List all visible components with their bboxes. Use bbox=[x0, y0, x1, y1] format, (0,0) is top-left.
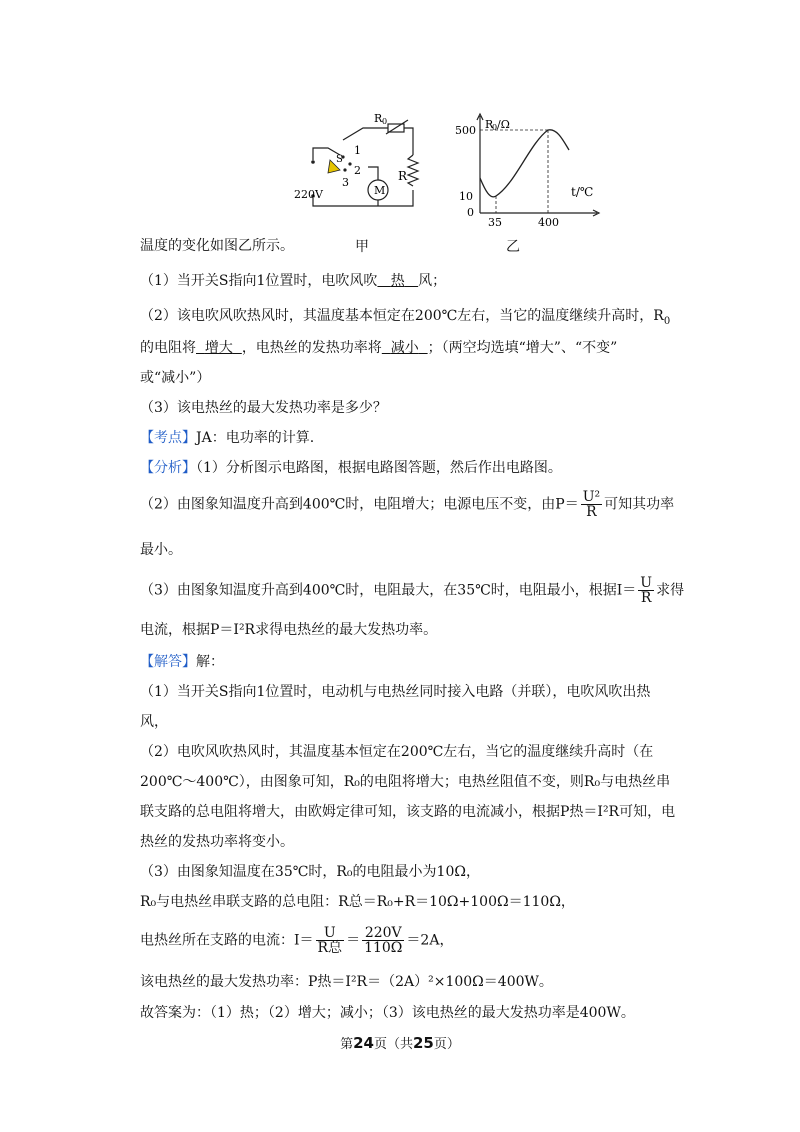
x-tick-400: 400 bbox=[538, 216, 559, 228]
answer-3d: 该电热丝的最大发热功率：P热＝I²R＝（2A）²×100Ω＝400W。 bbox=[140, 974, 553, 990]
circuit-diagram bbox=[288, 110, 428, 220]
switch-label: S bbox=[336, 154, 343, 165]
y-axis-label: R bbox=[485, 118, 494, 131]
fenxi-3b: 电流，根据P＝I²R求得电热丝的最大发热功率。 bbox=[140, 622, 438, 638]
question-3: （3）该电热丝的最大发热功率是多少？ bbox=[140, 400, 387, 416]
resistor-r0-sub: 0 bbox=[382, 117, 388, 126]
final-answer: 故答案为：（1）热；（2）增大；减小；（3）该电热丝的最大发热功率是400W。 bbox=[140, 1005, 635, 1021]
x-tick-35: 35 bbox=[488, 216, 502, 228]
answer-2: （2）电吹风吹热风时，其温度基本恒定在200℃左右，当它的温度继续升高时（在 bbox=[140, 744, 654, 760]
jieda-header: 【解答】解： bbox=[140, 654, 224, 670]
y-axis-label-sub: 0 bbox=[492, 123, 498, 132]
y-axis-unit: /Ω bbox=[497, 118, 510, 131]
answer-1b: 风， bbox=[140, 714, 168, 730]
resistor-r0-label: R bbox=[374, 112, 383, 125]
question-1: （1）当开关S指向1位置时，电吹风吹 热 风； bbox=[140, 273, 447, 289]
intro-tail: 温度的变化如图乙所示。 bbox=[140, 238, 294, 254]
resistance-curve bbox=[480, 130, 569, 197]
answer-3b: R₀与电热丝串联支路的总电阻：R总＝R₀+R＝10Ω+100Ω＝110Ω， bbox=[140, 894, 575, 910]
question-2-line-1: （2）该电吹风吹热风时，其温度基本恒定在200℃左右，当它的温度继续升高时，$R_0$ bbox=[140, 308, 671, 327]
circuit-caption: 甲 bbox=[355, 239, 369, 255]
question-2-line-2: 的电阻将 增大 ，电热丝的发热功率将 减小 ；（两空均选填“增大”、“不变” bbox=[140, 340, 618, 356]
motor-label: M bbox=[374, 184, 386, 197]
answer-2c: 联支路的总电阻将增大，由欧姆定律可知，该支路的电流减小，根据P热＝I²R可知，电 bbox=[140, 804, 676, 820]
graph-caption: 乙 bbox=[506, 239, 520, 255]
answer-3: （3）由图象知温度在35℃时，R₀的电阻最小为10Ω， bbox=[140, 864, 480, 880]
contact-3: 3 bbox=[342, 176, 349, 189]
x-axis-label: t/℃ bbox=[571, 185, 594, 199]
page-total: 25 bbox=[413, 1034, 434, 1052]
question-2-line-3: 或“减小”） bbox=[140, 370, 211, 386]
kaodian: 【考点】JA：电功率的计算. bbox=[140, 430, 315, 446]
y-tick-10: 10 bbox=[459, 190, 473, 203]
contact-2: 2 bbox=[354, 164, 361, 177]
fenxi-1: 【分析】（1）分析图示电路图，根据电路图答题，然后作出电路图。 bbox=[140, 460, 562, 476]
page-footer: 第24页（共25页） bbox=[340, 1034, 460, 1052]
resistor-r-label: R bbox=[398, 169, 408, 183]
fenxi-3: （3）由图象知温度升高到400℃时，电阻最大，在35℃时，电阻最小，根据I＝ $\frac{U}{R}$ 求得 bbox=[140, 575, 685, 606]
y-tick-500: 500 bbox=[455, 124, 476, 137]
r0-temperature-graph bbox=[445, 108, 605, 228]
answer-2d: 热丝的发热功率将变小。 bbox=[140, 834, 294, 850]
contact-1: 1 bbox=[354, 144, 361, 157]
fenxi-2: （2）由图象知温度升高到400℃时，电阻增大；电源电压不变，由P＝ $\frac{\text{U²}}{R}$ 可知其功率 bbox=[140, 489, 675, 520]
voltage-label: 220V bbox=[294, 188, 323, 201]
origin-label: 0 bbox=[467, 206, 474, 219]
page-number: 24 bbox=[353, 1034, 374, 1052]
answer-3c: 电热丝所在支路的电流：I＝ $\frac{U}{\text{R总}}$ ＝ $\frac{220V}{110\Omega}$ ＝2A， bbox=[140, 925, 454, 956]
answer-2b: 200℃～400℃），由图象可知，R₀的电阻将增大；电热丝阻值不变，则R₀与电热丝串 bbox=[140, 774, 671, 790]
answer-1: （1）当开关S指向1位置时，电动机与电热丝同时接入电路（并联），电吹风吹出热 bbox=[140, 684, 651, 700]
fenxi-2b: 最小。 bbox=[140, 542, 182, 558]
